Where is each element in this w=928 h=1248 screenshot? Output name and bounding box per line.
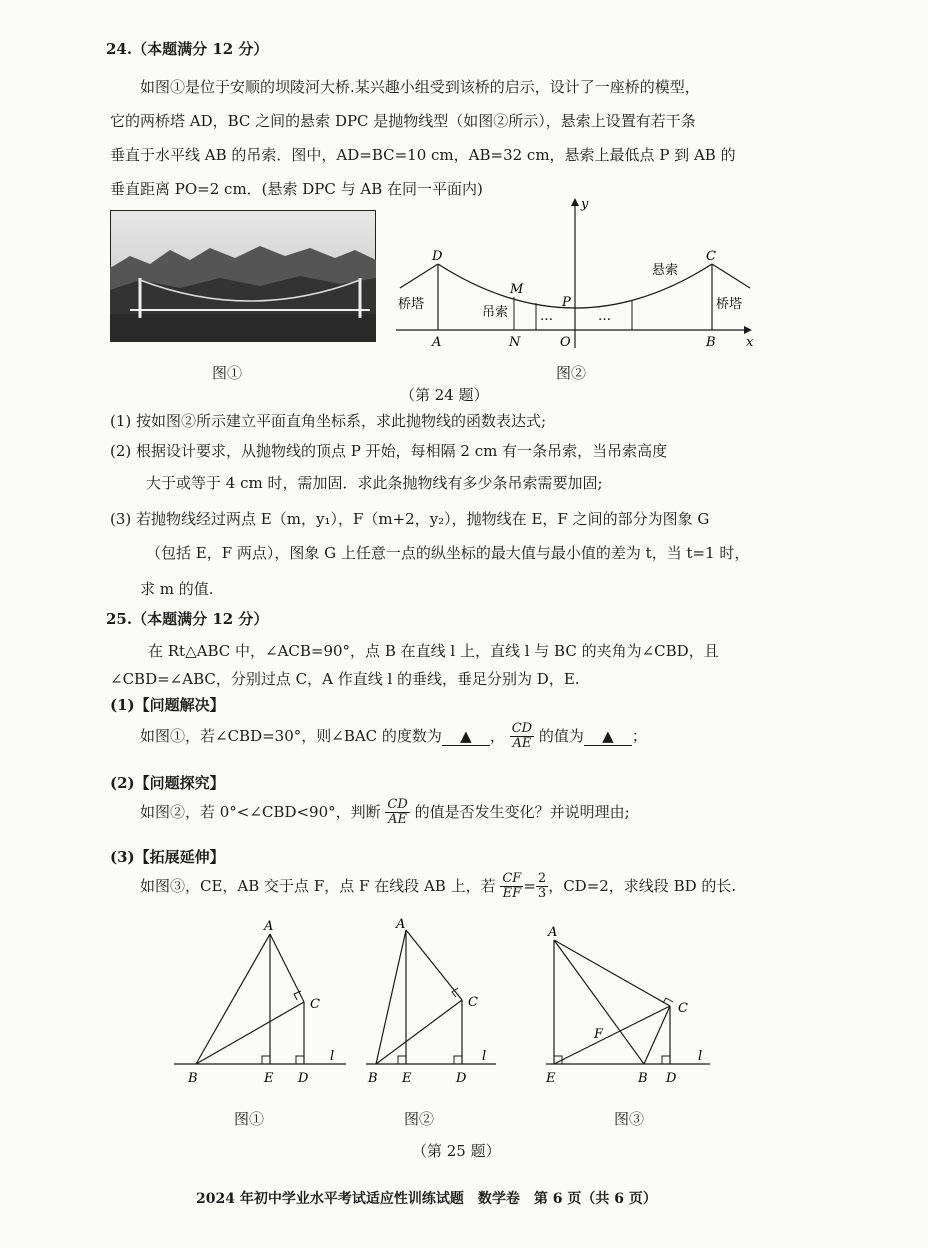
q24-sub2-line1: (2) 根据设计要求，从抛物线的顶点 P 开始，每相隔 2 cm 有一条吊索，当吊索高度: [110, 442, 668, 460]
label-x: x: [746, 335, 754, 350]
q25-sub1-pre: 如图①，若∠CBD=30°，则∠BAC 的度数为: [140, 726, 442, 745]
label-P: P: [562, 295, 571, 310]
q25-fig1-label: 图①: [234, 1110, 265, 1128]
fraction-cd-ae-2: $\frac{CD}{AE}$: [387, 797, 408, 828]
q25-sub1-post: 的值为: [538, 726, 584, 745]
fraction-cd-ae: $\frac{CD}{AE}$: [511, 721, 533, 752]
svg-text:D: D: [298, 1071, 309, 1086]
svg-text:F: F: [594, 1027, 604, 1042]
q25-caption: （第 25 题）: [412, 1142, 501, 1160]
fraction-2-3: $\frac{2}{3}$: [537, 871, 547, 902]
label-C: C: [706, 249, 716, 264]
svg-text:B: B: [368, 1071, 378, 1086]
svg-text:l: l: [330, 1049, 335, 1064]
svg-text:E: E: [546, 1071, 556, 1086]
label-y: y: [581, 197, 589, 212]
label-tower-right: 桥塔: [716, 297, 743, 312]
svg-text:B: B: [638, 1071, 648, 1086]
q24-header: 24.（本题满分 12 分）: [106, 40, 269, 58]
svg-text:A: A: [396, 917, 406, 932]
q25-sub3: [140, 872, 736, 902]
svg-text:B: B: [188, 1071, 198, 1086]
svg-text:E: E: [264, 1071, 274, 1086]
q24-sub3-line3: 求 m 的值.: [140, 580, 214, 598]
q24-para-line3: 垂直于水平线 AB 的吊索．图中，AD=BC=10 cm，AB=32 cm，悬索上最低点 P 到 AB 的: [110, 146, 736, 164]
q25-fig2-label: 图②: [404, 1110, 435, 1128]
q25-sub2-post: 的值是否发生变化？并说明理由;: [414, 802, 630, 821]
equals-sign: =: [523, 876, 536, 895]
svg-text:l: l: [482, 1049, 487, 1064]
label-B: B: [706, 335, 716, 350]
bridge-photo: [110, 210, 376, 342]
q25-fig3: [545, 925, 710, 1086]
q24-para-line4: 垂直距离 PO=2 cm．(悬索 DPC 与 AB 在同一平面内): [110, 180, 483, 198]
q24-sub2-line2: 大于或等于 4 cm 时，需加固．求此条抛物线有多少条吊索需要加固;: [146, 474, 603, 492]
q25-heading-3: (3)【拓展延伸】: [110, 848, 225, 866]
q25-header: 25.（本题满分 12 分）: [106, 610, 269, 628]
q24-sub3-line1: (3) 若抛物线经过两点 E（m，y₁），F（m+2，y₂），抛物线在 E，F 之间的部分为图象 G: [110, 510, 710, 528]
fig1-label: 图①: [212, 364, 243, 382]
q25-sub3-post: ，CD=2，求线段 BD 的长.: [548, 876, 737, 895]
label-tower-left: 桥塔: [398, 297, 425, 312]
svg-text:A: A: [548, 925, 558, 940]
label-dots-left: …: [540, 309, 553, 324]
q25-heading-1: (1)【问题解决】: [110, 696, 225, 714]
q25-sub2: [140, 798, 630, 828]
q25-para-line2: ∠CBD=∠ABC，分别过点 C，A 作直线 l 的垂线，垂足分别为 D，E.: [110, 670, 580, 688]
q25-fig3-label: 图③: [614, 1110, 645, 1128]
q25-sub2-pre: 如图②，若 0°<∠CBD<90°，判断: [140, 802, 381, 821]
q25-para-line1: 在 Rt△ABC 中，∠ACB=90°，点 B 在直线 l 上，直线 l 与 BC 的夹角为∠CBD，且: [148, 642, 719, 660]
label-dots-right: …: [598, 309, 611, 324]
answer-blank-1[interactable]: ▲: [442, 727, 490, 746]
svg-text:l: l: [698, 1049, 703, 1064]
label-O: O: [560, 335, 571, 350]
q25-fig2: [366, 917, 496, 1086]
svg-text:D: D: [456, 1071, 467, 1086]
svg-text:C: C: [468, 995, 478, 1010]
q25-figures: [170, 914, 730, 1098]
svg-text:D: D: [666, 1071, 677, 1086]
label-A: A: [432, 335, 442, 350]
q25-sub3-pre: 如图③，CE，AB 交于点 F，点 F 在线段 AB 上，若: [140, 876, 496, 895]
q24-sub1: (1) 按如图②所示建立平面直角坐标系，求此抛物线的函数表达式;: [110, 412, 547, 430]
q25-sub1-end: ；: [631, 726, 647, 745]
q24-caption: （第 24 题）: [400, 386, 489, 404]
label-N: N: [509, 335, 521, 350]
q25-sub1: [140, 722, 647, 752]
answer-blank-2[interactable]: ▲: [584, 727, 632, 746]
label-hanger: 吊索: [482, 305, 509, 320]
svg-text:A: A: [264, 919, 274, 934]
page-footer: 2024 年初中学业水平考试适应性训练试题 数学卷 第 6 页（共 6 页）: [196, 1191, 657, 1207]
q25-fig1: [174, 919, 346, 1086]
svg-text:C: C: [678, 1001, 688, 1016]
svg-text:E: E: [402, 1071, 412, 1086]
fig2-label: 图②: [556, 364, 587, 382]
fig2-diagram: [390, 196, 762, 354]
label-D: D: [432, 249, 443, 264]
q24-para-line1: 如图①是位于安顺的坝陵河大桥.某兴趣小组受到该桥的启示，设计了一座桥的模型，: [140, 78, 700, 96]
label-M: M: [510, 282, 524, 297]
fraction-cf-ef: $\frac{CF}{EF}$: [502, 871, 522, 902]
q25-heading-2: (2)【问题探究】: [110, 774, 225, 792]
svg-text:C: C: [310, 997, 320, 1012]
q24-sub3-line2: （包括 E，F 两点），图象 G 上任意一点的纵坐标的最大值与最小值的差为 t，当 t=1 时，: [146, 544, 750, 562]
q24-para-line2: 它的两桥塔 AD，BC 之间的悬索 DPC 是抛物线型（如图②所示），悬索上设置有若干条: [110, 112, 696, 130]
label-cable: 悬索: [652, 263, 679, 278]
q25-sub1-mid: ，: [489, 726, 505, 745]
